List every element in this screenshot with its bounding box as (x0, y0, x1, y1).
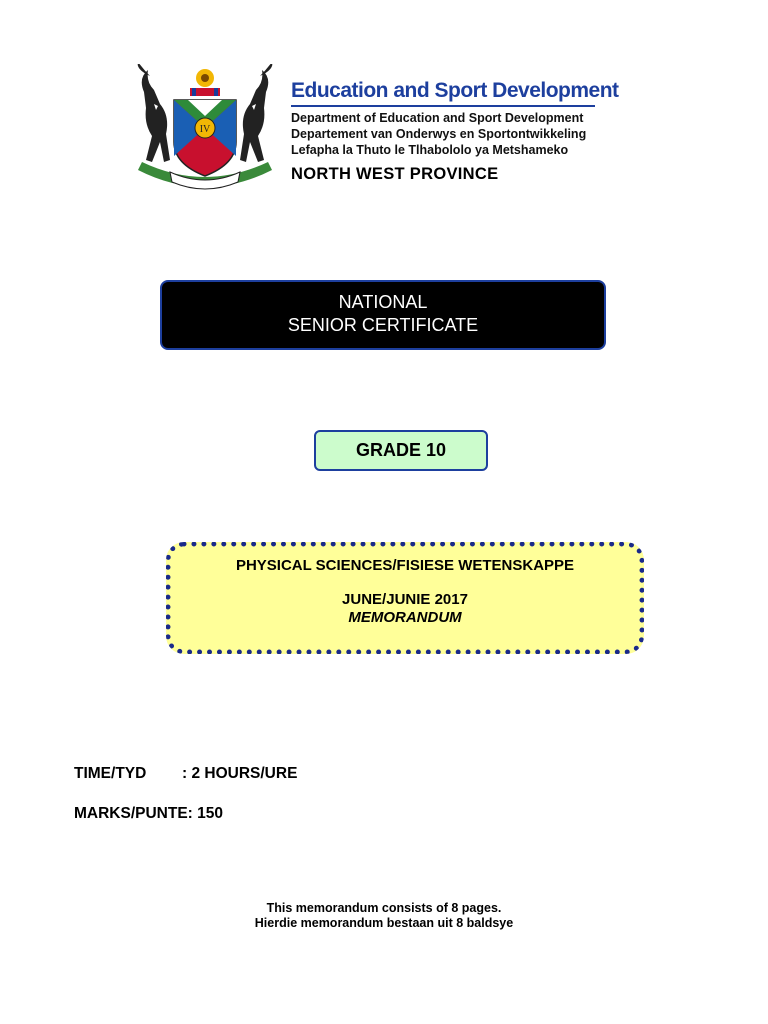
time-label: TIME/TYD (74, 765, 147, 782)
header-rule (291, 105, 595, 107)
page-count-english: This memorandum consists of 8 pages. (266, 901, 502, 915)
svg-text:IV: IV (199, 124, 211, 135)
grade-badge: GRADE 10 (314, 430, 488, 471)
department-title: Education and Sport Development (291, 79, 619, 102)
marks-row (74, 804, 223, 824)
document-type: MEMORANDUM (348, 609, 462, 626)
exam-session: JUNE/JUNIE 2017 (342, 591, 468, 608)
certificate-line-1: NATIONAL (338, 292, 428, 312)
marks-value: 150 (197, 805, 224, 822)
subject-box (166, 542, 644, 654)
page-count-note (0, 901, 768, 931)
subject-name: PHYSICAL SCIENCES/FISIESE WETENSKAPPE (235, 557, 575, 574)
time-row (74, 764, 297, 784)
time-value: : 2 HOURS/URE (182, 765, 298, 782)
department-name-afrikaans: Departement van Onderwys en Sportontwikkeling (291, 127, 587, 141)
department-header (291, 78, 619, 185)
department-name-setswana: Lefapha la Thuto le Tlhabololo ya Metshameko (291, 143, 569, 157)
page-count-afrikaans: Hierdie memorandum bestaan uit 8 baldsye (254, 916, 514, 930)
coat-of-arms-logo (130, 64, 280, 198)
certificate-line-2: SENIOR CERTIFICATE (287, 315, 479, 335)
marks-label: MARKS/PUNTE: (74, 805, 193, 822)
certificate-banner (160, 280, 606, 350)
province-name: NORTH WEST PROVINCE (291, 165, 499, 183)
department-name-english: Department of Education and Sport Development (291, 111, 584, 125)
